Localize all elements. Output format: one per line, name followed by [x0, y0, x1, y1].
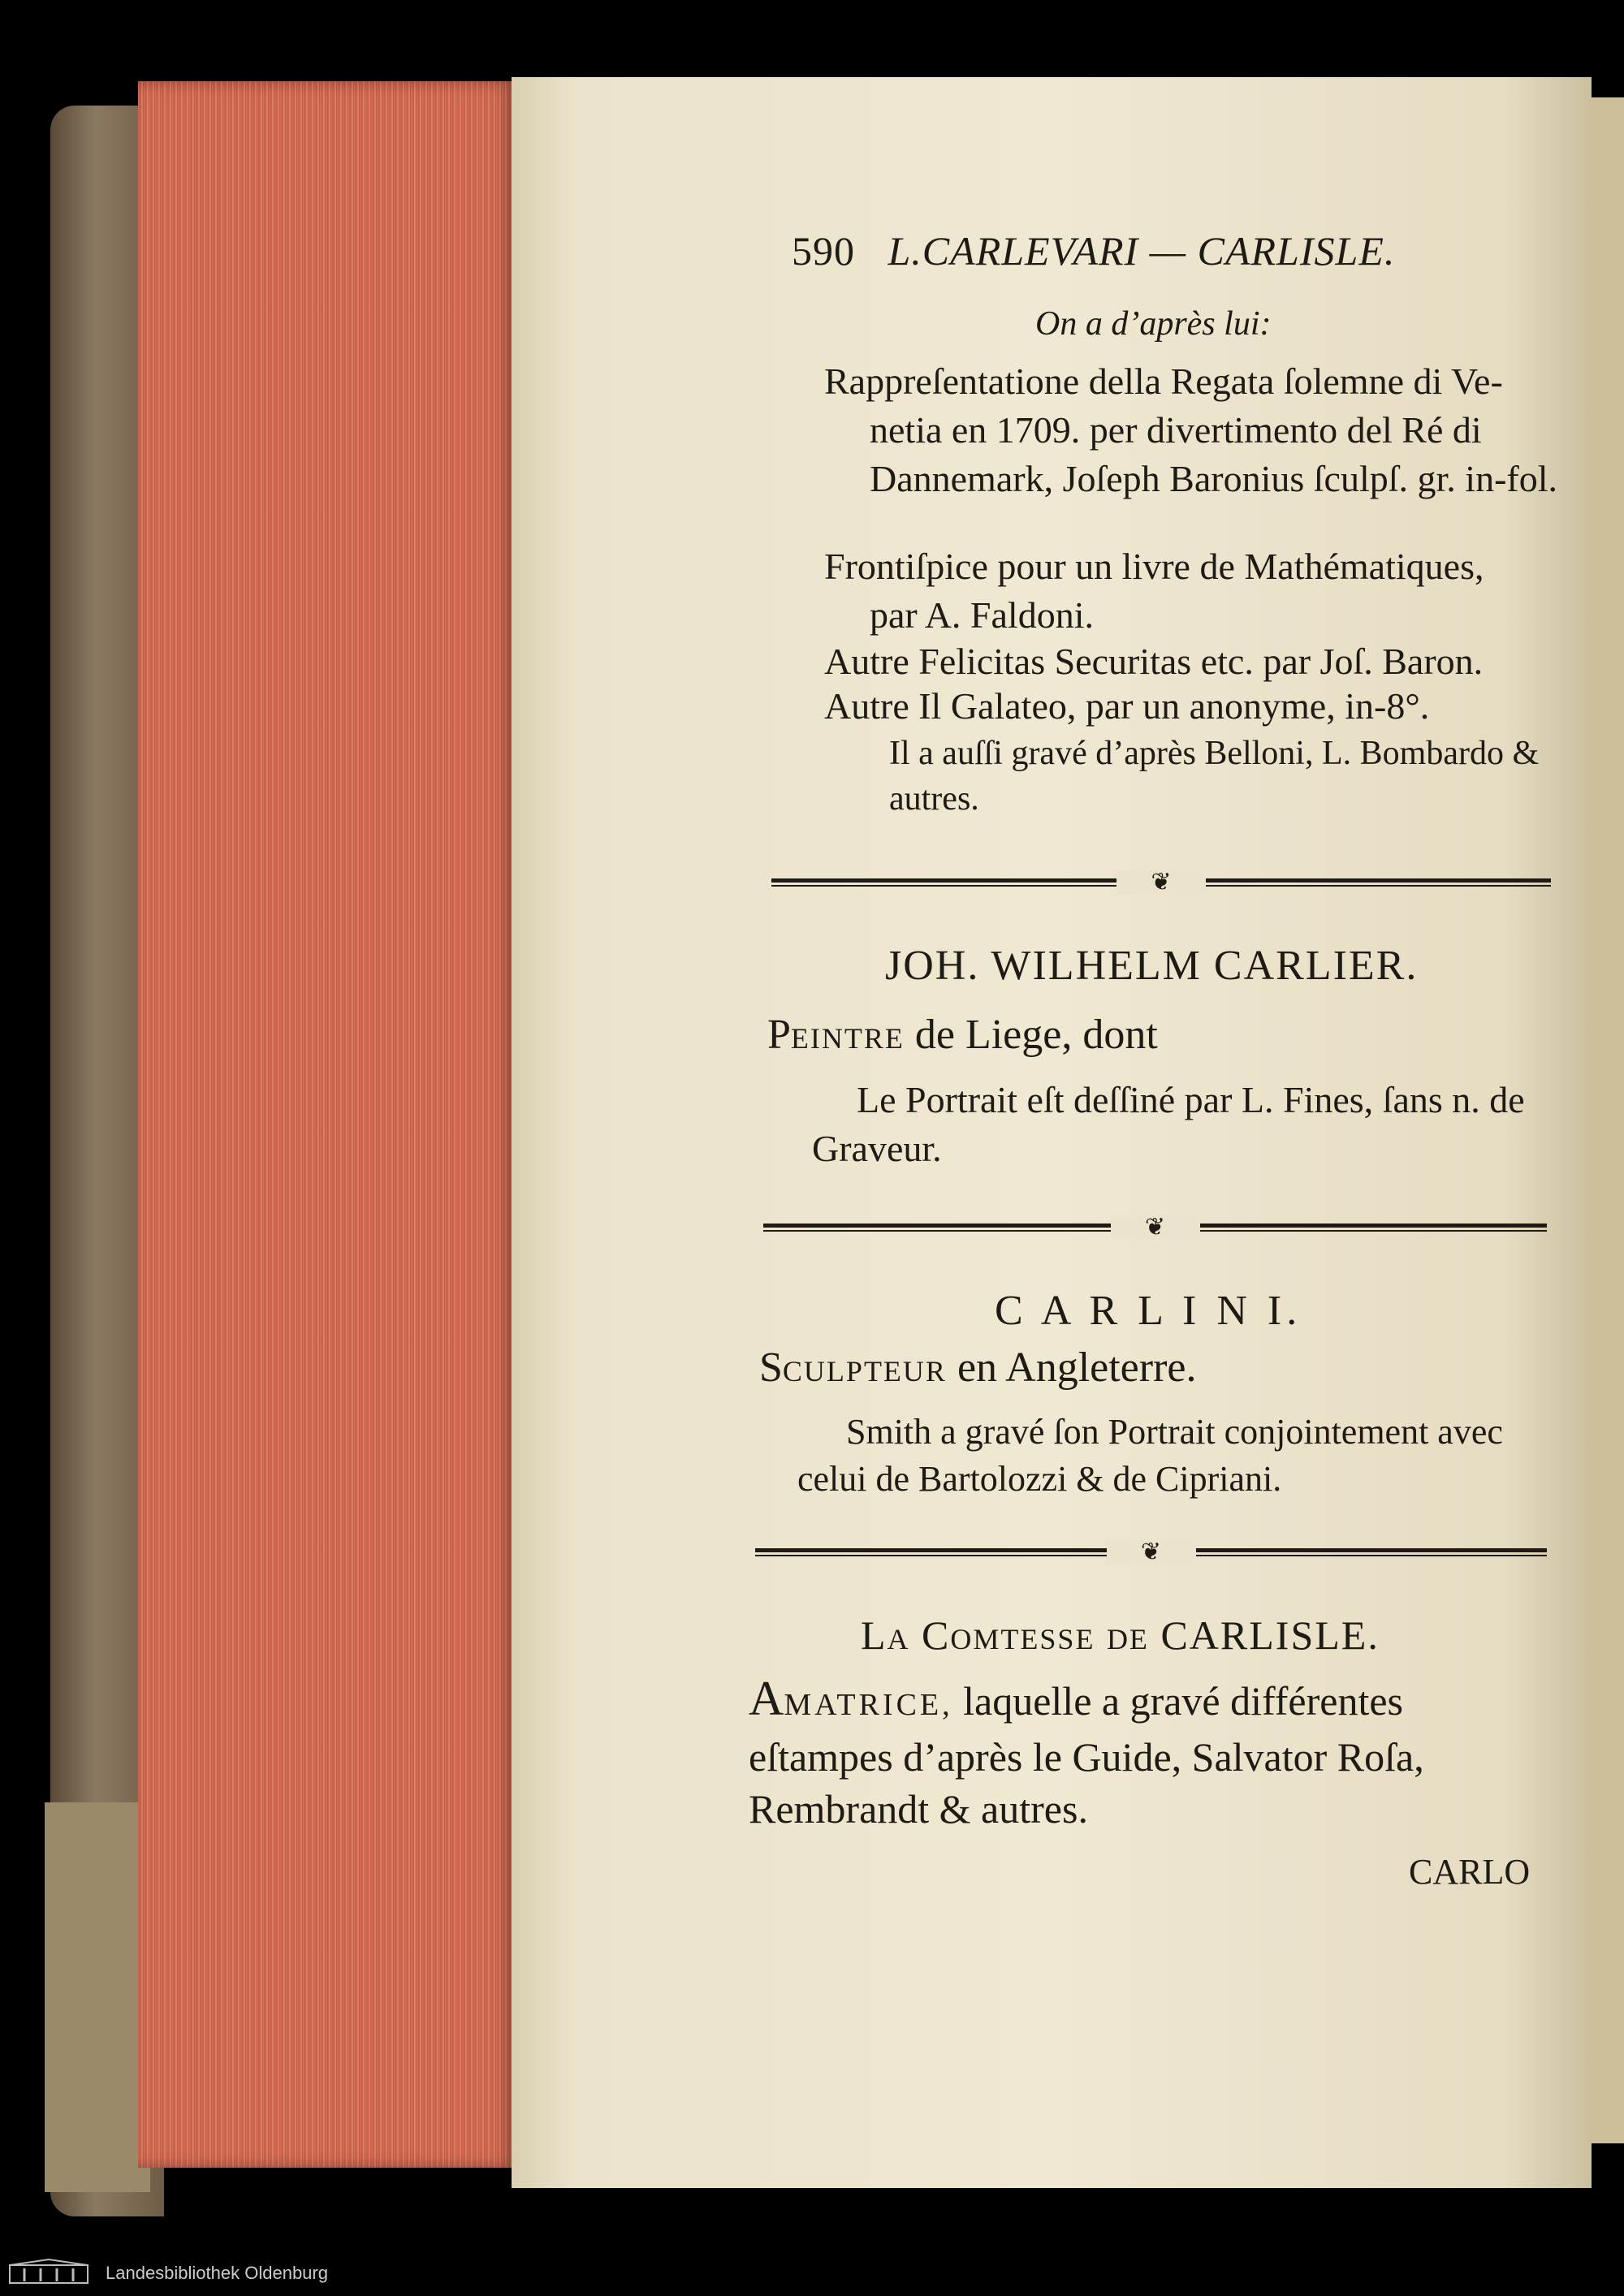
section2-role: PEINTRE de Liege, dont	[767, 1012, 1158, 1058]
entry-3: Autre Felicitas Securitas etc. par Joſ. Baron.	[824, 641, 1484, 682]
section3-role: SCULPTEUR en Angleterre.	[759, 1344, 1197, 1391]
entry-2: Frontiſpice pour un livre de Mathématiques, par A. Faldoni.	[824, 546, 1484, 636]
section1-note: Il a auſſi gravé d’après Belloni, L. Bombardo & autres.	[889, 735, 1540, 818]
section3-title: C A R L I N I.	[995, 1288, 1302, 1334]
library-logo-icon	[8, 2259, 89, 2285]
running-title: L.CARLEVARI — CARLISLE.	[888, 228, 1396, 274]
spine-patch	[45, 1802, 150, 2192]
section4-title: LA COMTESSE DE CARLISLE.	[861, 1612, 1380, 1658]
section2-text: Le Portrait eſt deſſiné par L. Fines, ſans n. de Graveur.	[812, 1079, 1525, 1169]
page-edges	[138, 81, 516, 2168]
ornamental-rule: ❦	[763, 1222, 1547, 1235]
section2-title: JOH. WILHELM CARLIER.	[885, 943, 1419, 989]
ornamental-rule: ❦	[771, 877, 1551, 890]
facing-page-edge	[1587, 97, 1624, 2143]
section3-text: Smith a gravé ſon Portrait conjointement avec celui de Bartolozzi & de Cipriani.	[797, 1412, 1503, 1499]
entry-4: Autre Il Galateo, par un anonyme, in-8°.	[824, 685, 1430, 727]
running-header	[792, 227, 1395, 274]
catchword: CARLO	[1409, 1852, 1531, 1892]
entry-1: Rappreſentatione della Regata ſolemne di Ve- netia en 1709. per divertimento del Ré di Dannemark, Joſeph Baronius ſculpſ. gr. in-fol.	[824, 360, 1558, 499]
library-name: Landesbibliothek Oldenburg	[106, 2263, 328, 2283]
section4-text: AMATRICE, laquelle a gravé différentes eſtampes d’après le Guide, Salvator Roſa, Rembrandt & autres.	[749, 1672, 1424, 1832]
page-number: 590	[792, 228, 855, 274]
section1-subheading: On a d’après lui:	[1035, 305, 1272, 343]
ornamental-rule: ❦	[755, 1547, 1547, 1560]
